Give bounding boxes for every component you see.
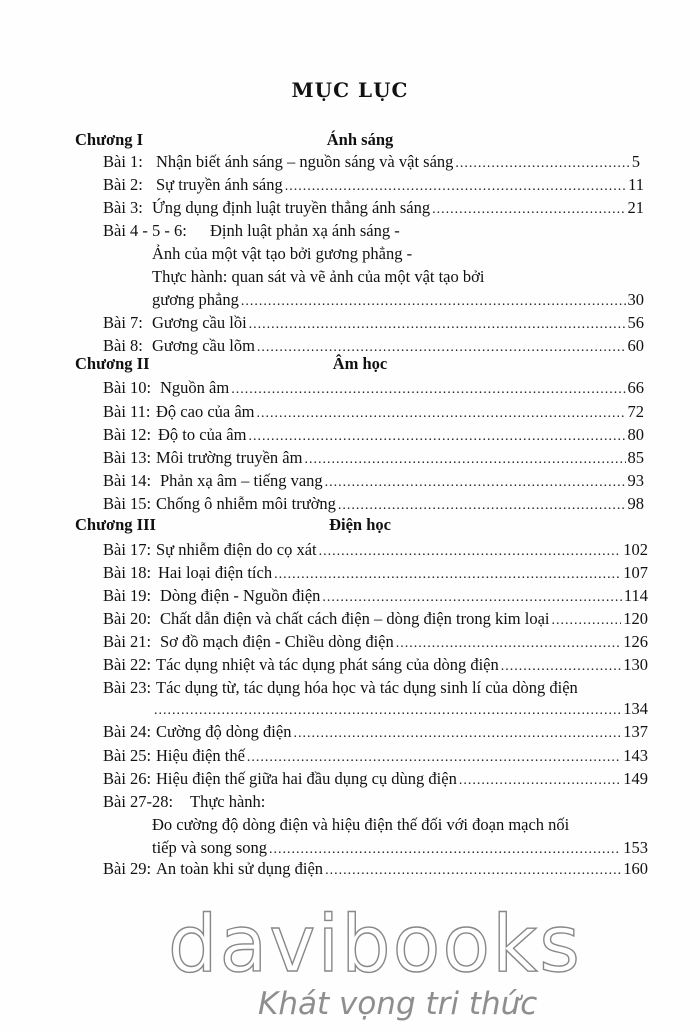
lesson-label: Bài 25: xyxy=(103,746,152,765)
lesson-label: Bài 21: xyxy=(103,632,152,651)
page-title: MỤC LỤC xyxy=(291,78,409,102)
lesson-title: Hiệu điện thế xyxy=(156,746,245,765)
lesson-title-line: tiếp và song song xyxy=(152,838,268,857)
lesson-title: Độ cao của âm xyxy=(156,402,255,421)
lesson-title: Phản xạ âm – tiếng vang xyxy=(160,471,323,490)
chapter-heading xyxy=(0,353,700,375)
chapter-heading xyxy=(0,129,700,151)
toc-entry[interactable] xyxy=(0,654,700,676)
lesson-title: Tác dụng nhiệt và tác dụng phát sáng của dòng điện xyxy=(156,655,499,674)
chapter-title: Âm học xyxy=(332,354,388,373)
lesson-title-line: Ảnh của một vật tạo bởi gương phẳng - xyxy=(152,244,413,263)
toc-entry[interactable] xyxy=(0,631,700,653)
page-number: 130 xyxy=(623,655,648,674)
page-number: 137 xyxy=(623,722,648,741)
toc-entry[interactable] xyxy=(0,220,700,242)
lesson-title: Định luật phản xạ ánh sáng - xyxy=(210,221,400,240)
lesson-title: Độ to của âm xyxy=(158,425,247,444)
lesson-title: Cường độ dòng điện xyxy=(156,722,292,741)
lesson-label: Bài 20: xyxy=(103,609,152,628)
lesson-label: Bài 2: xyxy=(103,175,143,194)
lesson-title: Thực hành: xyxy=(190,792,266,811)
lesson-title: Nhận biết ánh sáng – nguồn sáng và vật sáng xyxy=(156,152,454,171)
toc-entry[interactable] xyxy=(0,791,700,813)
page-number: 85 xyxy=(627,448,644,467)
toc-entry[interactable] xyxy=(0,197,700,219)
page-number: 72 xyxy=(627,402,644,421)
lesson-label: Bài 26: xyxy=(103,769,152,788)
lesson-label: Bài 22: xyxy=(103,655,152,674)
lesson-label: Bài 10: xyxy=(103,378,152,397)
lesson-label: Bài 1: xyxy=(103,152,143,171)
toc-entry-continued xyxy=(0,837,700,859)
lesson-label: Bài 14: xyxy=(103,471,152,490)
page-number: 126 xyxy=(623,632,648,651)
toc-entry[interactable] xyxy=(0,151,700,173)
lesson-title-line: Thực hành: quan sát và vẽ ảnh của một vật tạo bởi xyxy=(152,267,485,286)
page-number: 30 xyxy=(627,290,644,309)
page-number: 149 xyxy=(623,769,648,788)
lesson-label: Bài 12: xyxy=(103,425,152,444)
page-number: 102 xyxy=(623,540,648,559)
lesson-title: Dòng điện - Nguồn điện xyxy=(160,586,321,605)
page-number: 11 xyxy=(628,175,644,194)
page-number: 107 xyxy=(623,563,648,582)
lesson-title: Chống ô nhiễm môi trường xyxy=(156,494,336,513)
lesson-label: Bài 27-28: xyxy=(103,792,174,811)
chapter-number: Chương III xyxy=(75,515,156,534)
lesson-title: Gương cầu lõm xyxy=(152,336,255,355)
toc-entry[interactable] xyxy=(0,424,700,446)
page-number: 160 xyxy=(623,859,648,878)
lesson-label: Bài 13: xyxy=(103,448,152,467)
lesson-title: Gương cầu lồi xyxy=(152,313,247,332)
toc-entry[interactable] xyxy=(0,174,700,196)
lesson-title: Sự truyền ánh sáng xyxy=(156,175,283,194)
lesson-label: Bài 17: xyxy=(103,540,152,559)
toc-entry[interactable] xyxy=(0,377,700,399)
lesson-title: Chất dẫn điện và chất cách điện – dòng điện trong kim loại xyxy=(160,609,550,628)
lesson-title: Hai loại điện tích xyxy=(158,563,273,582)
lesson-title-line: Đo cường độ dòng điện và hiệu điện thế đối với đoạn mạch nối xyxy=(152,815,570,834)
chapter-title: Ánh sáng xyxy=(326,130,394,149)
page-number: 56 xyxy=(627,313,644,332)
toc-entry[interactable] xyxy=(0,768,700,790)
lesson-title: An toàn khi sử dụng điện xyxy=(156,859,324,878)
toc-entry[interactable] xyxy=(0,470,700,492)
toc-entry-continued xyxy=(0,266,700,288)
lesson-label: Bài 3: xyxy=(103,198,143,217)
page-number: 21 xyxy=(627,198,644,217)
toc-entry[interactable] xyxy=(0,585,700,607)
lesson-label: Bài 4 - 5 - 6: xyxy=(103,221,187,240)
page-number: 98 xyxy=(627,494,644,513)
toc-entry-continued xyxy=(0,243,700,265)
page-number: 143 xyxy=(623,746,648,765)
toc-entry[interactable] xyxy=(0,401,700,423)
lesson-title: Sự nhiễm điện do cọ xát xyxy=(156,540,317,559)
lesson-title: Hiệu điện thế giữa hai đầu dụng cụ dùng điện xyxy=(156,769,457,788)
watermark-brand: davibooks xyxy=(168,900,582,990)
lesson-label: Bài 18: xyxy=(103,563,152,582)
page-number: 93 xyxy=(627,471,644,490)
page-number: 114 xyxy=(623,586,648,605)
lesson-label: Bài 19: xyxy=(103,586,152,605)
toc-entry-continued xyxy=(0,289,700,311)
lesson-label: Bài 15: xyxy=(103,494,152,513)
toc-entry-continued xyxy=(0,814,700,836)
lesson-label: Bài 7: xyxy=(103,313,143,332)
lesson-title: Nguồn âm xyxy=(160,378,230,397)
toc-entry[interactable] xyxy=(0,677,700,699)
toc-entry[interactable] xyxy=(0,721,700,743)
toc-entry[interactable] xyxy=(0,539,700,561)
page-number: 153 xyxy=(623,838,648,857)
lesson-title: Ứng dụng định luật truyền thẳng ánh sáng xyxy=(152,198,431,217)
lesson-label: Bài 24: xyxy=(103,722,152,741)
page-number: 5 xyxy=(631,152,640,171)
toc-entry[interactable] xyxy=(0,608,700,630)
lesson-label: Bài 29: xyxy=(103,859,152,878)
page-number: 66 xyxy=(627,378,644,397)
toc-entry[interactable] xyxy=(0,493,700,515)
watermark-slogan: Khát vọng tri thức xyxy=(258,986,538,1022)
page-number: 60 xyxy=(627,336,644,355)
page-number: 134 xyxy=(623,699,648,718)
chapter-heading xyxy=(0,514,700,536)
chapter-number: Chương II xyxy=(75,354,150,373)
lesson-label: Bài 11: xyxy=(103,402,151,421)
lesson-title: Sơ đồ mạch điện - Chiều dòng điện xyxy=(160,632,394,651)
lesson-label: Bài 8: xyxy=(103,336,143,355)
toc-entry[interactable] xyxy=(0,745,700,767)
page-number: 80 xyxy=(627,425,644,444)
toc-entry-continued xyxy=(0,698,700,720)
lesson-title: Tác dụng từ, tác dụng hóa học và tác dụng sinh lí của dòng điện xyxy=(156,678,578,697)
toc-entry[interactable] xyxy=(0,562,700,584)
lesson-label: Bài 23: xyxy=(103,678,152,697)
chapter-title: Điện học xyxy=(329,515,391,534)
chapter-number: Chương I xyxy=(75,130,144,149)
toc-entry[interactable] xyxy=(0,447,700,469)
page-number: 120 xyxy=(623,609,648,628)
lesson-title: Môi trường truyền âm xyxy=(156,448,303,467)
toc-entry[interactable] xyxy=(0,858,700,880)
lesson-title-line: gương phẳng xyxy=(152,290,239,309)
toc-entry[interactable] xyxy=(0,312,700,334)
